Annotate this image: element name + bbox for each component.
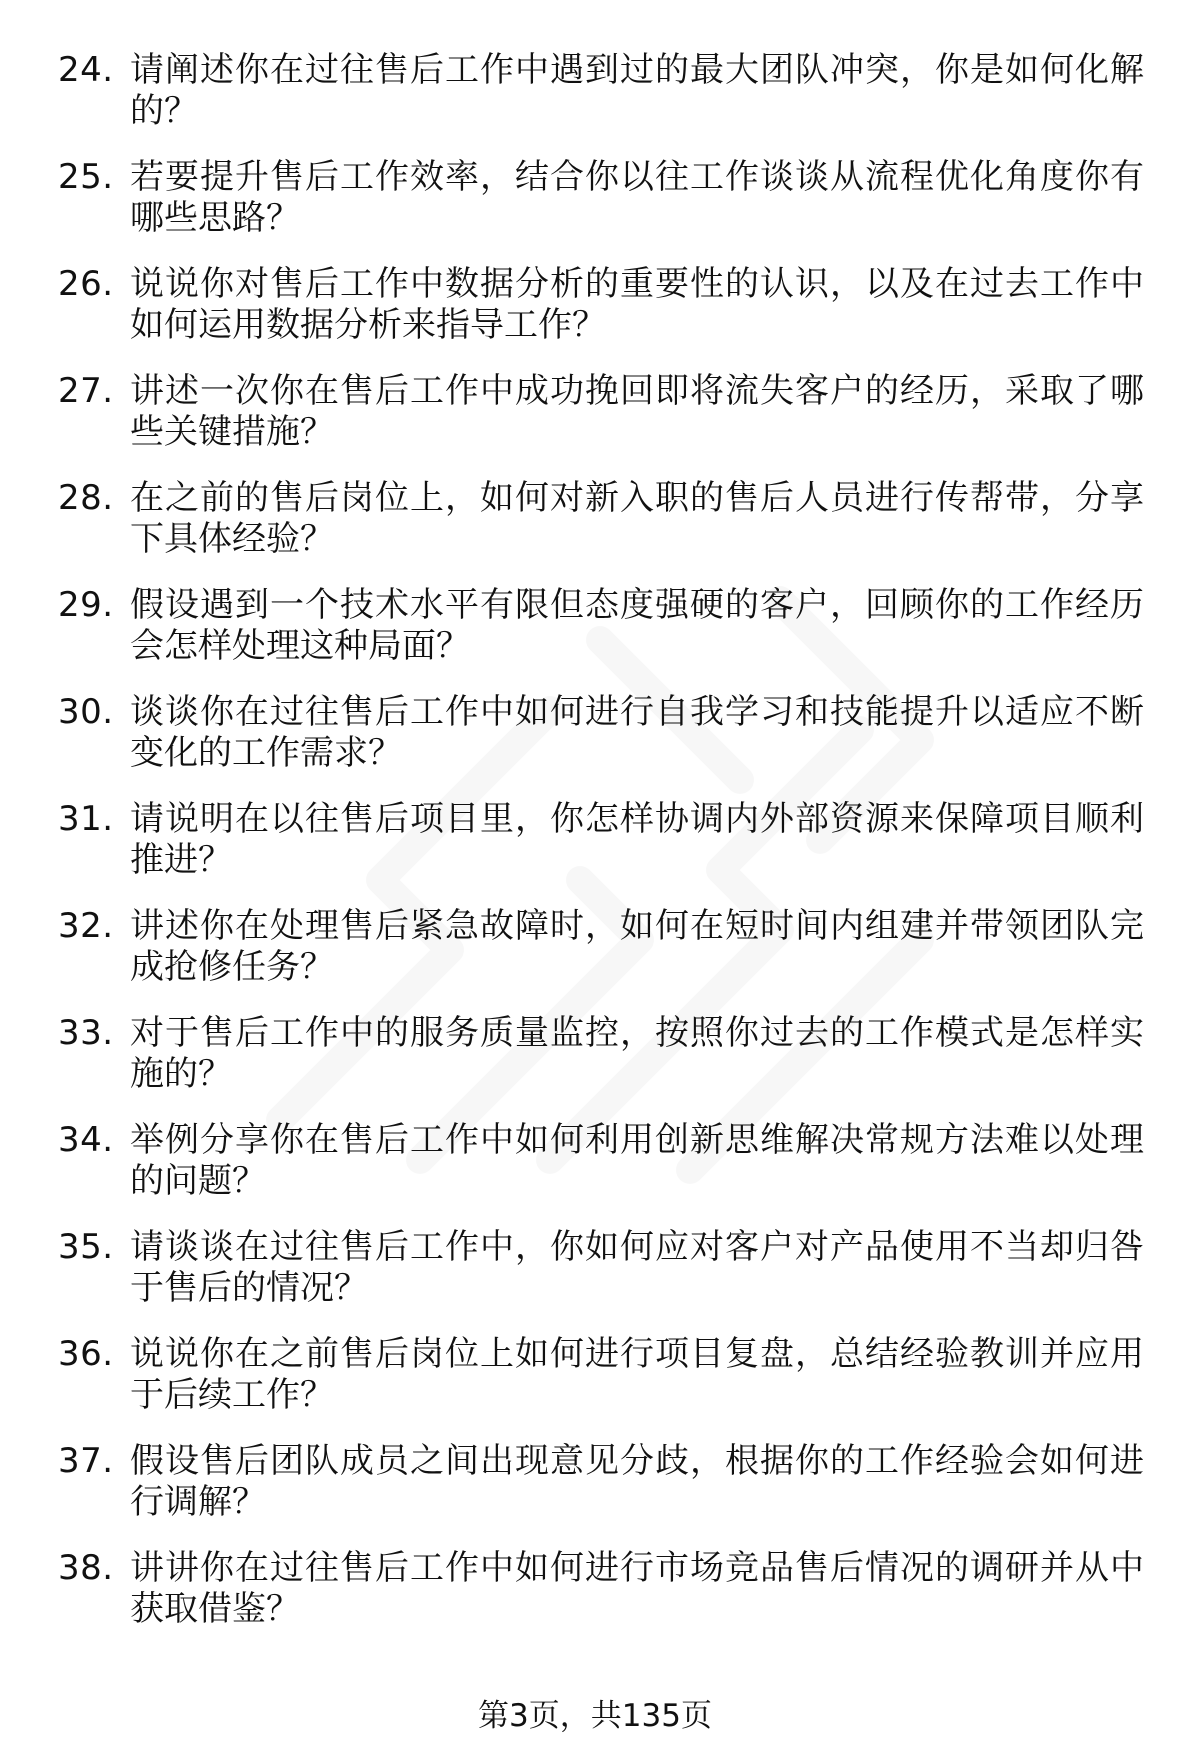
question-number: 25.	[58, 157, 114, 197]
question-item	[58, 1441, 1148, 1548]
question-item	[58, 1548, 1148, 1655]
page-indicator: 第3页，共135页	[478, 1698, 712, 1734]
question-text: 说说你对售后工作中数据分析的重要性的认识，以及在过去工作中如何运用数据分析来指导工作？	[130, 264, 1144, 345]
question-text: 若要提升售后工作效率，结合你以往工作谈谈从流程优化角度你有哪些思路？	[130, 157, 1144, 238]
question-text: 请说明在以往售后项目里，你怎样协调内外部资源来保障项目顺利推进？	[130, 799, 1144, 880]
question-item	[58, 50, 1148, 157]
question-item	[58, 371, 1148, 478]
question-item	[58, 906, 1148, 1013]
question-item	[58, 264, 1148, 371]
question-number: 26.	[58, 264, 114, 304]
question-item	[58, 157, 1148, 264]
question-text: 请谈谈在过往售后工作中，你如何应对客户对产品使用不当却归咎于售后的情况？	[130, 1227, 1144, 1308]
question-number: 27.	[58, 371, 114, 411]
question-number: 35.	[58, 1227, 114, 1267]
question-number: 29.	[58, 585, 114, 625]
question-item	[58, 1334, 1148, 1441]
question-text: 谈谈你在过往售后工作中如何进行自我学习和技能提升以适应不断变化的工作需求？	[130, 692, 1144, 773]
question-number: 37.	[58, 1441, 114, 1481]
question-item	[58, 692, 1148, 799]
question-number: 34.	[58, 1120, 114, 1160]
question-item	[58, 478, 1148, 585]
question-item	[58, 1227, 1148, 1334]
question-number: 24.	[58, 50, 114, 90]
question-item	[58, 1120, 1148, 1227]
question-number: 33.	[58, 1013, 114, 1053]
question-text: 假设遇到一个技术水平有限但态度强硬的客户，回顾你的工作经历会怎样处理这种局面？	[130, 585, 1144, 666]
question-number: 38.	[58, 1548, 114, 1588]
question-text: 对于售后工作中的服务质量监控，按照你过去的工作模式是怎样实施的？	[130, 1013, 1144, 1094]
question-item	[58, 585, 1148, 692]
question-list	[58, 50, 1148, 1655]
question-text: 讲述一次你在售后工作中成功挽回即将流失客户的经历，采取了哪些关键措施？	[130, 371, 1144, 452]
question-text: 讲讲你在过往售后工作中如何进行市场竞品售后情况的调研并从中获取借鉴？	[130, 1548, 1144, 1629]
question-text: 讲述你在处理售后紧急故障时，如何在短时间内组建并带领团队完成抢修任务？	[130, 906, 1144, 987]
question-number: 36.	[58, 1334, 114, 1374]
question-number: 30.	[58, 692, 114, 732]
question-text: 说说你在之前售后岗位上如何进行项目复盘，总结经验教训并应用于后续工作？	[130, 1334, 1144, 1415]
question-number: 28.	[58, 478, 114, 518]
question-item	[58, 799, 1148, 906]
question-item	[58, 1013, 1148, 1120]
question-number: 31.	[58, 799, 114, 839]
question-text: 请阐述你在过往售后工作中遇到过的最大团队冲突，你是如何化解的？	[130, 50, 1144, 131]
question-text: 在之前的售后岗位上，如何对新入职的售后人员进行传帮带，分享下具体经验？	[130, 478, 1144, 559]
question-text: 假设售后团队成员之间出现意见分歧，根据你的工作经验会如何进行调解？	[130, 1441, 1144, 1522]
question-text: 举例分享你在售后工作中如何利用创新思维解决常规方法难以处理的问题？	[130, 1120, 1144, 1201]
question-number: 32.	[58, 906, 114, 946]
